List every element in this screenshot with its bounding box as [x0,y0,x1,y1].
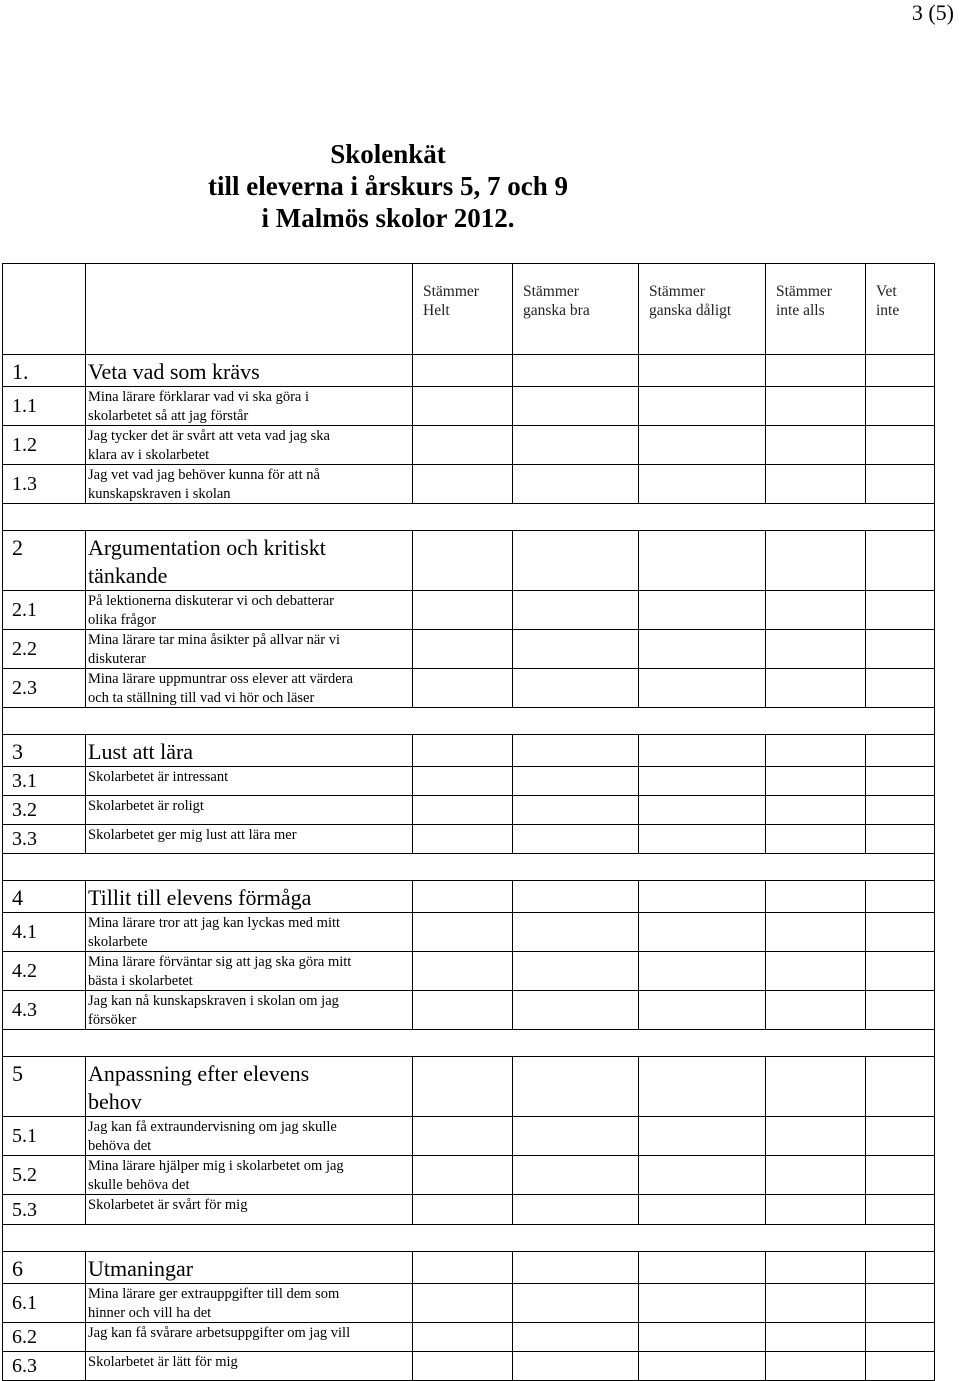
answer-cell[interactable] [513,1352,639,1381]
answer-cell[interactable] [413,991,513,1030]
col-header-stammer-ganska-daligt: Stämmer ganska dåligt [639,264,766,355]
answer-cell[interactable] [766,387,866,426]
answer-cell[interactable] [866,796,935,825]
section-number: 4 [3,881,86,913]
answer-cell[interactable] [513,796,639,825]
section-gap [3,1225,935,1252]
section-row-6 [3,1252,935,1284]
answer-cell[interactable] [639,1284,766,1323]
answer-cell[interactable] [866,825,935,854]
answer-cell[interactable] [413,913,513,952]
answer-cell[interactable] [766,796,866,825]
answer-cell[interactable] [766,735,866,767]
answer-cell[interactable] [413,630,513,669]
answer-cell[interactable] [513,952,639,991]
answer-cell[interactable] [766,1252,866,1284]
item-statement: På lektionerna diskuterar vi och debatterar olika frågor [86,591,413,630]
answer-cell[interactable] [866,991,935,1030]
answer-cell[interactable] [513,767,639,796]
item-statement: Jag kan få extraundervisning om jag skulle behöva det [86,1117,413,1156]
section-row-5 [3,1057,935,1117]
item-row-6-3 [3,1352,935,1381]
answer-cell[interactable] [413,1323,513,1352]
answer-cell[interactable] [639,591,766,630]
gap-cell [3,1030,935,1057]
answer-cell[interactable] [639,735,766,767]
answer-cell[interactable] [866,913,935,952]
answer-cell[interactable] [866,1323,935,1352]
item-number: 4.2 [3,952,86,991]
answer-cell[interactable] [413,1284,513,1323]
item-number: 5.2 [3,1156,86,1195]
answer-cell[interactable] [866,1117,935,1156]
answer-cell[interactable] [866,1156,935,1195]
item-statement: Mina lärare förklarar vad vi ska göra i skolarbetet så att jag förstår [86,387,413,426]
answer-cell[interactable] [766,355,866,387]
item-statement: Jag vet vad jag behöver kunna för att nå kunskapskraven i skolan [86,465,413,504]
item-statement: Mina lärare hjälper mig i skolarbetet om jag skulle behöva det [86,1156,413,1195]
title-line-3: i Malmös skolor 2012. [261,203,515,233]
answer-cell[interactable] [413,591,513,630]
answer-cell[interactable] [639,669,766,708]
item-number: 5.3 [3,1195,86,1225]
answer-cell[interactable] [766,1323,866,1352]
answer-cell[interactable] [766,1057,866,1117]
answer-cell[interactable] [413,735,513,767]
item-number: 6.1 [3,1284,86,1323]
answer-cell[interactable] [866,1284,935,1323]
survey-title [0,138,776,234]
answer-cell[interactable] [866,630,935,669]
item-statement: Mina lärare förväntar sig att jag ska göra mitt bästa i skolarbetet [86,952,413,991]
answer-cell[interactable] [639,1352,766,1381]
section-title: Lust att lära [86,735,413,767]
answer-cell[interactable] [766,881,866,913]
item-statement: Jag tycker det är svårt att veta vad jag ska klara av i skolarbetet [86,426,413,465]
section-gap [3,854,935,881]
answer-cell[interactable] [639,1252,766,1284]
section-number: 5 [3,1057,86,1117]
item-row-2-2 [3,630,935,669]
answer-cell[interactable] [766,630,866,669]
gap-cell [3,708,935,735]
answer-cell[interactable] [513,735,639,767]
answer-cell[interactable] [766,465,866,504]
item-number: 3.1 [3,767,86,796]
item-row-4-3 [3,991,935,1030]
answer-cell[interactable] [413,531,513,591]
answer-cell[interactable] [639,796,766,825]
gap-cell [3,504,935,531]
item-row-5-2 [3,1156,935,1195]
section-row-4 [3,881,935,913]
answer-cell[interactable] [766,531,866,591]
item-number: 1.3 [3,465,86,504]
item-number: 1.2 [3,426,86,465]
item-number: 6.2 [3,1323,86,1352]
answer-cell[interactable] [513,669,639,708]
answer-cell[interactable] [766,825,866,854]
answer-cell[interactable] [513,630,639,669]
item-statement: Skolarbetet är svårt för mig [86,1195,413,1225]
title-line-2: till eleverna i årskurs 5, 7 och 9 [208,171,568,201]
answer-cell[interactable] [413,1057,513,1117]
header-blank-statement [86,264,413,355]
section-gap [3,708,935,735]
answer-cell[interactable] [866,1352,935,1381]
answer-cell[interactable] [766,426,866,465]
answer-cell[interactable] [766,1284,866,1323]
col-header-stammer-ganska-bra: Stämmer ganska bra [513,264,639,355]
item-statement: Skolarbetet är lätt för mig [86,1352,413,1381]
answer-cell[interactable] [413,426,513,465]
gap-cell [3,1225,935,1252]
answer-cell[interactable] [866,1252,935,1284]
answer-cell[interactable] [766,1352,866,1381]
item-row-1-2 [3,426,935,465]
item-row-2-1 [3,591,935,630]
section-row-3 [3,735,935,767]
col-header-vet-inte: Vet inte [866,264,935,355]
col-header-stammer-helt: Stämmer Helt [413,264,513,355]
col-header-stammer-inte-alls: Stämmer inte alls [766,264,866,355]
section-gap [3,504,935,531]
answer-cell[interactable] [513,387,639,426]
item-row-3-2 [3,796,935,825]
section-title: Tillit till elevens förmåga [86,881,413,913]
answer-cell[interactable] [413,1117,513,1156]
item-number: 4.1 [3,913,86,952]
item-number: 3.2 [3,796,86,825]
answer-cell[interactable] [513,1252,639,1284]
answer-cell[interactable] [866,952,935,991]
answer-cell[interactable] [866,531,935,591]
section-title: Utmaningar [86,1252,413,1284]
item-number: 5.1 [3,1117,86,1156]
answer-cell[interactable] [413,767,513,796]
item-statement: Skolarbetet är intressant [86,767,413,796]
answer-cell[interactable] [639,952,766,991]
answer-cell[interactable] [639,1057,766,1117]
item-row-4-1 [3,913,935,952]
answer-cell[interactable] [639,387,766,426]
answer-cell[interactable] [766,767,866,796]
item-statement: Skolarbetet är roligt [86,796,413,825]
title-line-1: Skolenkät [330,139,446,169]
item-statement: Mina lärare tror att jag kan lyckas med mitt skolarbete [86,913,413,952]
answer-cell[interactable] [513,1195,639,1225]
answer-cell[interactable] [639,991,766,1030]
answer-cell[interactable] [413,881,513,913]
answer-cell[interactable] [413,1352,513,1381]
item-statement: Jag kan nå kunskapskraven i skolan om jag försöker [86,991,413,1030]
item-row-6-1 [3,1284,935,1323]
answer-cell[interactable] [639,355,766,387]
item-number: 6.3 [3,1352,86,1381]
section-row-1 [3,355,935,387]
page-number: 3 (5) [911,0,954,25]
answer-cell[interactable] [866,387,935,426]
item-row-3-1 [3,767,935,796]
item-number: 2.2 [3,630,86,669]
answer-cell[interactable] [513,426,639,465]
answer-cell[interactable] [766,669,866,708]
answer-cell[interactable] [413,355,513,387]
item-number: 4.3 [3,991,86,1030]
answer-cell[interactable] [413,952,513,991]
answer-cell[interactable] [866,669,935,708]
item-number: 3.3 [3,825,86,854]
section-title: Anpassning efter elevens behov [86,1057,413,1117]
answer-cell[interactable] [639,630,766,669]
answer-cell[interactable] [866,1057,935,1117]
answer-cell[interactable] [513,591,639,630]
answer-cell[interactable] [766,1117,866,1156]
answer-cell[interactable] [866,735,935,767]
answer-cell[interactable] [513,465,639,504]
answer-cell[interactable] [766,1195,866,1225]
answer-cell[interactable] [866,767,935,796]
answer-cell[interactable] [513,1323,639,1352]
answer-cell[interactable] [766,952,866,991]
item-statement: Mina lärare ger extrauppgifter till dem som hinner och vill ha det [86,1284,413,1323]
answer-cell[interactable] [639,913,766,952]
answer-cell[interactable] [413,1156,513,1195]
answer-cell[interactable] [413,825,513,854]
answer-cell[interactable] [766,1156,866,1195]
answer-cell[interactable] [513,991,639,1030]
answer-cell[interactable] [513,1057,639,1117]
answer-cell[interactable] [513,1156,639,1195]
item-statement: Skolarbetet ger mig lust att lära mer [86,825,413,854]
item-row-4-2 [3,952,935,991]
answer-cell[interactable] [866,426,935,465]
answer-cell[interactable] [413,387,513,426]
answer-cell[interactable] [639,1117,766,1156]
answer-cell[interactable] [413,1252,513,1284]
section-number: 2 [3,531,86,591]
item-row-1-3 [3,465,935,504]
answer-cell[interactable] [639,1195,766,1225]
gap-cell [3,854,935,881]
item-row-6-2 [3,1323,935,1352]
answer-cell[interactable] [766,591,866,630]
item-number: 2.3 [3,669,86,708]
answer-cell[interactable] [413,796,513,825]
answer-cell[interactable] [639,881,766,913]
answer-cell[interactable] [513,881,639,913]
answer-cell[interactable] [639,1323,766,1352]
answer-cell[interactable] [513,913,639,952]
answer-cell[interactable] [639,1156,766,1195]
answer-cell[interactable] [766,913,866,952]
answer-cell[interactable] [639,531,766,591]
item-row-1-1 [3,387,935,426]
answer-cell[interactable] [639,465,766,504]
item-row-3-3 [3,825,935,854]
header-row [3,264,935,355]
answer-cell[interactable] [866,1195,935,1225]
survey-table [2,263,935,1381]
answer-cell[interactable] [513,1284,639,1323]
section-gap [3,1030,935,1057]
section-number: 6 [3,1252,86,1284]
answer-cell[interactable] [413,465,513,504]
header-blank-number [3,264,86,355]
answer-cell[interactable] [513,355,639,387]
item-number: 2.1 [3,591,86,630]
answer-cell[interactable] [513,825,639,854]
answer-cell[interactable] [866,465,935,504]
answer-cell[interactable] [766,991,866,1030]
item-row-5-1 [3,1117,935,1156]
section-row-2 [3,531,935,591]
answer-cell[interactable] [513,531,639,591]
answer-cell[interactable] [639,426,766,465]
answer-cell[interactable] [866,881,935,913]
answer-cell[interactable] [639,825,766,854]
item-statement: Jag kan få svårare arbetsuppgifter om jag vill [86,1323,413,1352]
section-title: Argumentation och kritiskt tänkande [86,531,413,591]
section-title: Veta vad som krävs [86,355,413,387]
section-number: 1. [3,355,86,387]
item-statement: Mina lärare tar mina åsikter på allvar när vi diskuterar [86,630,413,669]
item-row-2-3 [3,669,935,708]
section-number: 3 [3,735,86,767]
answer-cell[interactable] [513,1117,639,1156]
item-row-5-3 [3,1195,935,1225]
answer-cell[interactable] [413,669,513,708]
item-number: 1.1 [3,387,86,426]
answer-cell[interactable] [413,1195,513,1225]
answer-cell[interactable] [639,767,766,796]
answer-cell[interactable] [866,591,935,630]
item-statement: Mina lärare uppmuntrar oss elever att värdera och ta ställning till vad vi hör och läser [86,669,413,708]
answer-cell[interactable] [866,355,935,387]
